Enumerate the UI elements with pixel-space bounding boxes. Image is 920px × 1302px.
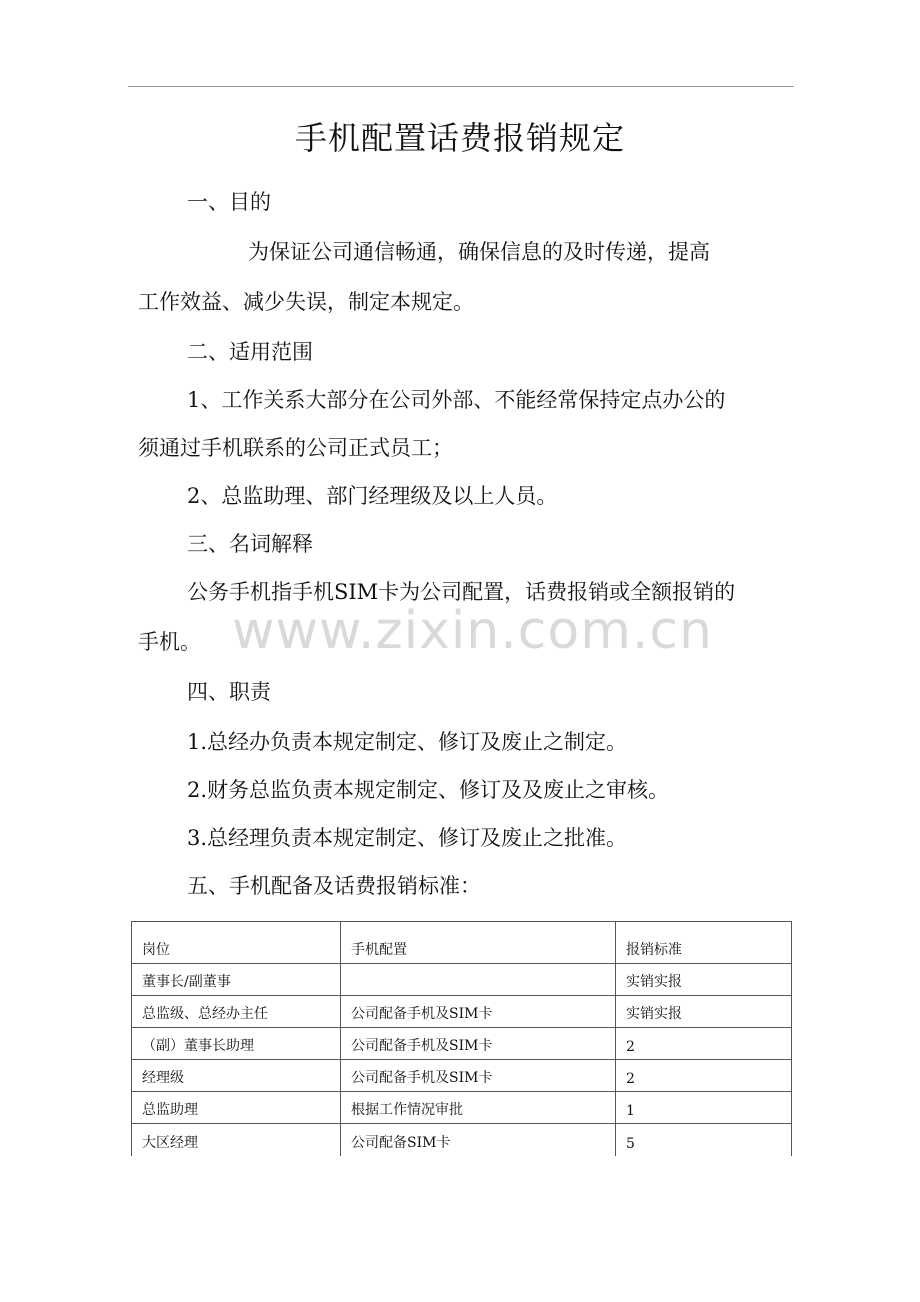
document-title: 手机配置话费报销规定 xyxy=(294,119,625,157)
section-heading-scope: 二、适用范围 xyxy=(187,340,313,364)
table-cell: 公司配备手机及SIM卡 xyxy=(341,1028,616,1060)
table-cell xyxy=(341,964,616,996)
paragraph-scope-item-2: 2、总监助理、部门经理级及以上人员。 xyxy=(187,484,558,508)
table-header-cell: 手机配置 xyxy=(341,922,616,964)
table-row xyxy=(132,1028,792,1060)
paragraph-duty-3: 3.总经理负责本规定制定、修订及废止之批准。 xyxy=(187,826,628,850)
table-row xyxy=(132,1124,792,1156)
table-cell: （副）董事长助理 xyxy=(132,1028,341,1060)
table-cell: 根据工作情况审批 xyxy=(341,1092,616,1124)
table-cell: 公司配备手机及SIM卡 xyxy=(341,1060,616,1092)
reimbursement-table xyxy=(131,921,792,1156)
paragraph-duty-1: 1.总经办负责本规定制定、修订及废止之制定。 xyxy=(187,730,628,754)
table-cell: 公司配备SIM卡 xyxy=(341,1124,616,1156)
table-cell: 大区经理 xyxy=(132,1124,341,1156)
section-heading-duties: 四、职责 xyxy=(187,680,271,704)
table-cell: 5 xyxy=(616,1124,792,1156)
table-cell: 总监助理 xyxy=(132,1092,341,1124)
section-heading-definitions: 三、名词解释 xyxy=(187,532,313,556)
table-row xyxy=(132,1060,792,1092)
table-cell: 实销实报 xyxy=(616,964,792,996)
paragraph-scope-item-1-line-2: 须通过手机联系的公司正式员工； xyxy=(138,436,453,460)
paragraph-purpose-line-2: 工作效益、减少失误，制定本规定。 xyxy=(138,290,474,314)
paragraph-scope-item-1-line-1: 1、工作关系大部分在公司外部、不能经常保持定点办公的 xyxy=(187,388,726,412)
table-header-cell: 报销标准 xyxy=(616,922,792,964)
table-row xyxy=(132,1092,792,1124)
table-header-row xyxy=(132,922,792,964)
paragraph-purpose-line-1: 为保证公司通信畅通，确保信息的及时传递，提高 xyxy=(248,240,710,264)
table-cell: 实销实报 xyxy=(616,996,792,1028)
table-cell: 经理级 xyxy=(132,1060,341,1092)
table-cell: 1 xyxy=(616,1092,792,1124)
table-header-cell: 岗位 xyxy=(132,922,341,964)
section-heading-standards: 五、手机配备及话费报销标准： xyxy=(187,874,481,898)
table-cell: 总监级、总经办主任 xyxy=(132,996,341,1028)
paragraph-definition-line-2: 手机。 xyxy=(138,630,201,654)
section-heading-purpose: 一、目的 xyxy=(187,190,271,214)
paragraph-duty-2: 2.财务总监负责本规定制定、修订及及废止之审核。 xyxy=(187,778,670,802)
table-row xyxy=(132,964,792,996)
header-rule xyxy=(128,86,794,87)
table-cell: 2 xyxy=(616,1028,792,1060)
table-cell: 董事长/副董事 xyxy=(132,964,341,996)
watermark: www.zixin.com.cn xyxy=(232,601,713,661)
table-cell: 公司配备手机及SIM卡 xyxy=(341,996,616,1028)
table-cell: 2 xyxy=(616,1060,792,1092)
paragraph-definition-line-1: 公务手机指手机SIM卡为公司配置，话费报销或全额报销的 xyxy=(187,580,736,604)
table-row xyxy=(132,996,792,1028)
